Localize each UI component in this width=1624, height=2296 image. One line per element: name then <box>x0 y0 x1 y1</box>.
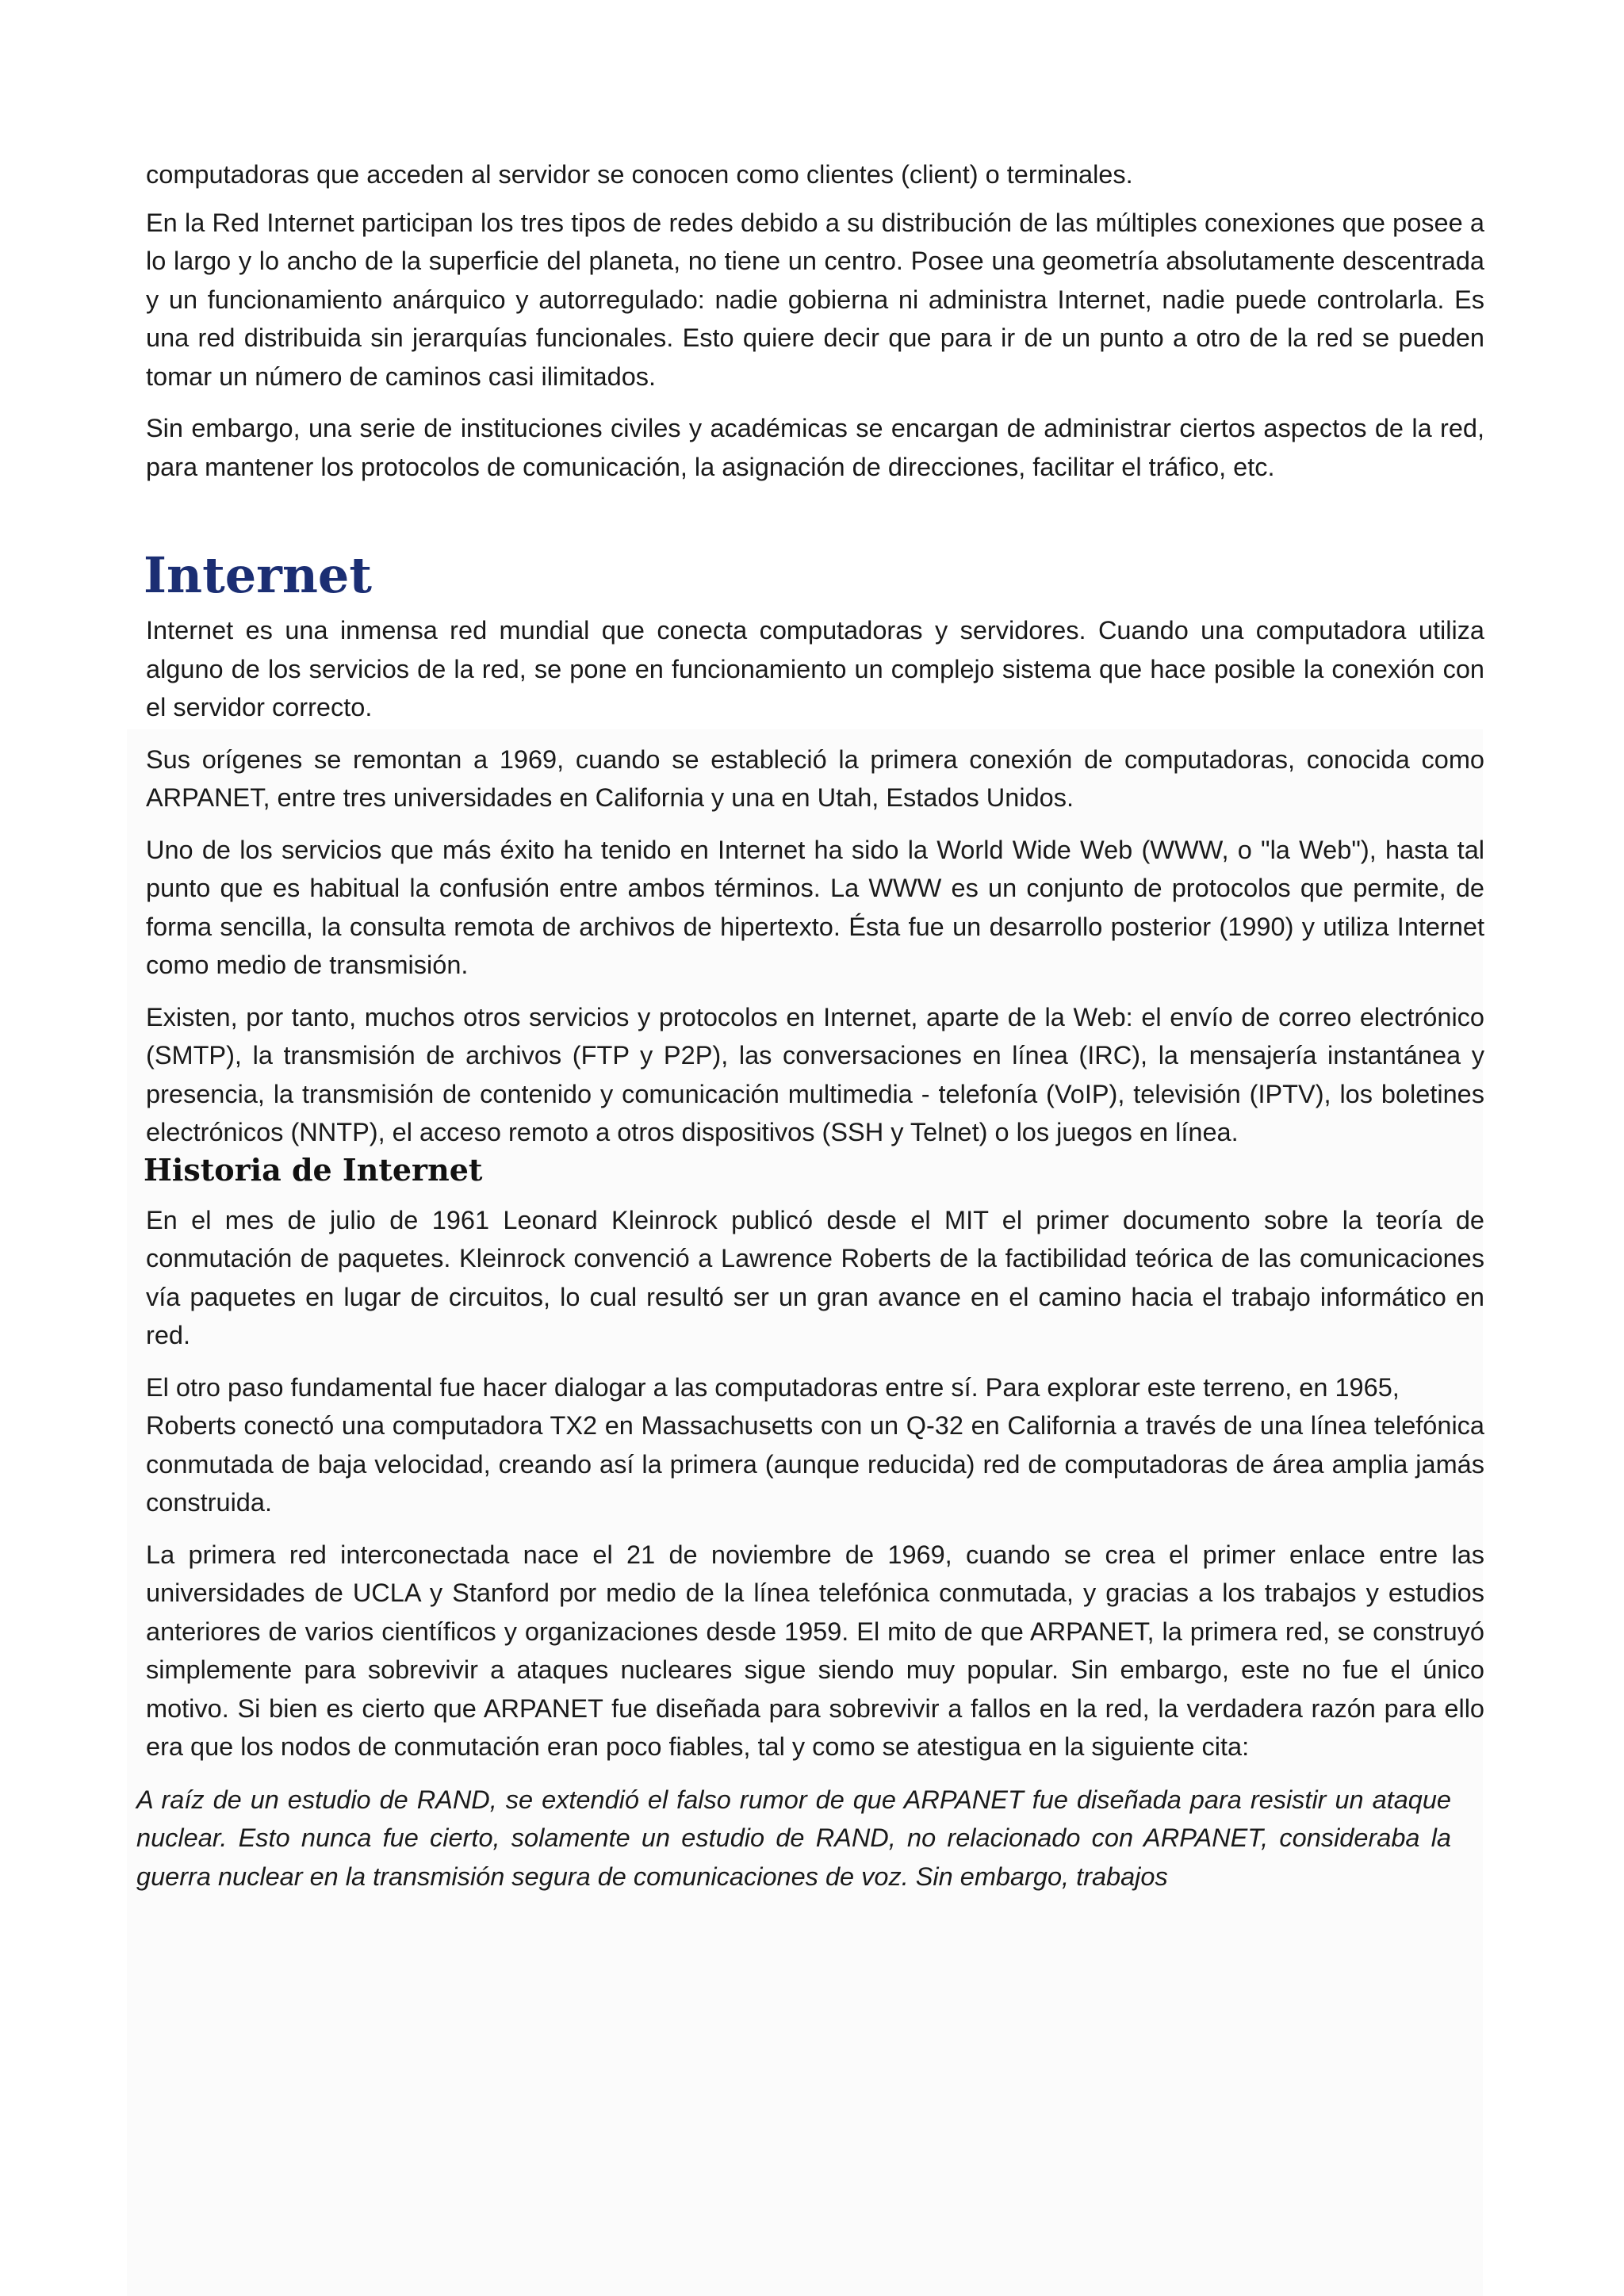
internet-paragraph-4: Existen, por tanto, muchos otros servicios y protocolos en Internet, aparte de la Web: el envío de correo electrónico (SMTP), la transmisión de archivos (FTP y P2P), las conversaciones en línea (IRC), la mensajería instantánea y presencia, la transmisión de contenido y comunicación multimedia - telefonía (VoIP), televisión (IPTV), los boletines electrónicos (NNTP), el acceso remoto a otros dispositivos (SSH y Telnet) o los juegos en línea. <box>146 1002 1484 1146</box>
document-page <box>136 155 1484 1896</box>
historia-paragraph-4: La primera red interconectada nace el 21 de noviembre de 1969, cuando se crea el primer enlace entre las universidades de UCLA y Stanford por medio de la línea telefónica conmutada, y gracias a los trabajos y estudios anteriores de varios científicos y organizaciones desde 1959. El mito de que ARPANET, la primera red, se construyó simplemente para sobrevivir a ataques nucleares sigue siendo muy popular. Sin embargo, este no fue el único motivo. Si bien es cierto que ARPANET fue diseñada para sobrevivir a fallos en la red, la verdadera razón para ello era que los nodos de conmutación eran poco fiables, tal y como se atestigua en la siguiente cita: <box>146 1540 1484 1761</box>
historia-paragraph-1: En el mes de julio de 1961 Leonard Kleinrock publicó desde el MIT el primer documento sobre la teoría de conmutación de paquetes. Kleinrock convenció a Lawrence Roberts de la factibilidad teórica de las comunicaciones vía paquetes en lugar de circuitos, lo cual resultó ser un gran avance en el camino hacia el trabajo informático en red. <box>146 1205 1484 1349</box>
heading-historia-de-internet: Historia de Internet <box>144 1151 483 1188</box>
intro-paragraph-2: En la Red Internet participan los tres tipos de redes debido a su distribución de las múltiples conexiones que posee a lo largo y lo ancho de la superficie del planeta, no tiene un centro. Posee una geometría absolutamente descentrada y un funcionamiento anárquico y autorregulado: nadie gobierna ni administra Internet, nadie puede controlarla. Es una red distribuida sin jerarquías funcionales. Esto quiere decir que para ir de un punto a otro de la red se pueden tomar un número de caminos casi ilimitados. <box>146 208 1484 391</box>
intro-paragraph-3: Sin embargo, una serie de instituciones civiles y académicas se encargan de administrar ciertos aspectos de la red, para mantener los protocolos de comunicación, la asignación de direcciones, facilitar el tráfico, etc. <box>146 414 1484 481</box>
internet-paragraph-2: Sus orígenes se remontan a 1969, cuando se estableció la primera conexión de computadoras, conocida como ARPANET, entre tres universidades en California y una en Utah, Estados Unidos. <box>146 744 1484 812</box>
historia-paragraph-2: El otro paso fundamental fue hacer dialogar a las computadoras entre sí. Para explorar este terreno, en 1965, <box>146 1372 1400 1402</box>
internet-paragraph-1: Internet es una inmensa red mundial que conecta computadoras y servidores. Cuando una computadora utiliza alguno de los servicios de la red, se pone en funcionamiento un complejo sistema que hace posible la conexión con el servidor correcto. <box>146 616 1484 721</box>
internet-paragraph-3: Uno de los servicios que más éxito ha tenido en Internet ha sido la World Wide Web (WWW, o "la Web"), hasta tal punto que es habitual la confusión entre ambos términos. La WWW es un conjunto de protocolos que permite, de forma sencilla, la consulta remota de archivos de hipertexto. Ésta fue un desarrollo posterior (1990) y utiliza Internet como medio de transmisión. <box>146 835 1484 979</box>
historia-paragraph-3: Roberts conectó una computadora TX2 en Massachusetts con un Q-32 en California a través de una línea telefónica conmutada de baja velocidad, creando así la primera (aunque reducida) red de computadoras de área amplia jamás construida. <box>146 1411 1484 1517</box>
heading-internet: Internet <box>144 546 372 604</box>
rand-quote: A raíz de un estudio de RAND, se extendió el falso rumor de que ARPANET fue diseñada para resistir un ataque nuclear. Esto nunca fue cierto, solamente un estudio de RAND, no relacionado con ARPANET, consideraba la guerra nuclear en la transmisión segura de comunicaciones de voz. Sin embargo, trabajos <box>136 1785 1451 1891</box>
intro-paragraph-1: computadoras que acceden al servidor se conocen como clientes (client) o terminales. <box>146 160 1133 189</box>
